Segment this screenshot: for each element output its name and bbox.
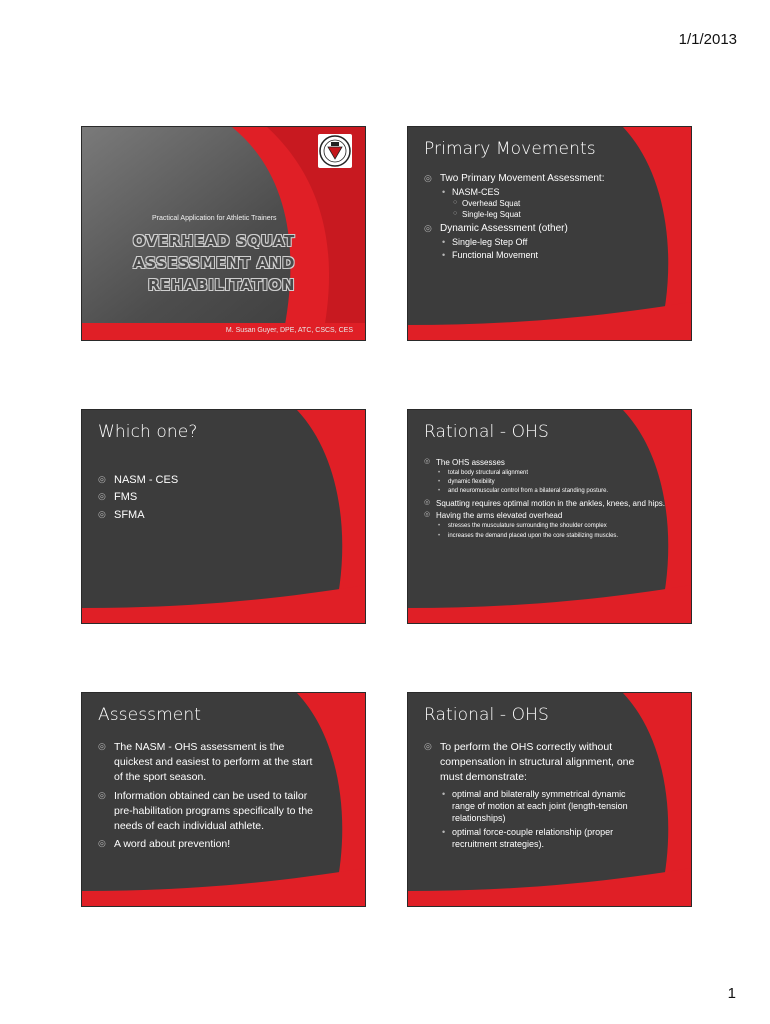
bullet-icon: ◎ bbox=[424, 741, 432, 751]
bullet-icon: ◎ bbox=[98, 474, 106, 484]
bullet-text: Two Primary Movement Assessment: bbox=[440, 173, 605, 184]
slide-body bbox=[98, 474, 351, 525]
bullet-icon: ◎ bbox=[424, 173, 432, 183]
bullet-item bbox=[98, 491, 351, 504]
bullet-item bbox=[98, 837, 315, 852]
bullet-item bbox=[424, 223, 677, 261]
slide-which-one bbox=[82, 410, 365, 623]
bullet-item bbox=[424, 740, 641, 850]
bullet-item bbox=[98, 789, 315, 835]
sub-bullet-icon: • bbox=[442, 827, 446, 838]
bullet-text: Dynamic Assessment (other) bbox=[440, 223, 568, 235]
bullet-text: Information obtained can be used to tailor pre-habilitation programs specifically to the needs of each individual athlete. bbox=[114, 789, 314, 833]
sub-bullet-item bbox=[440, 826, 641, 850]
sub-bullet-text: increases the demand placed upon the core stabilizing muscles. bbox=[448, 532, 619, 539]
sub-bullet-icon: • bbox=[438, 488, 441, 495]
slide-title bbox=[82, 127, 365, 340]
sub-sub-bullet-icon: ○ bbox=[453, 199, 458, 207]
slide-assessment bbox=[82, 693, 365, 906]
bullet-text: SFMA bbox=[114, 508, 145, 521]
sub-bullet-icon: • bbox=[438, 469, 441, 476]
bullet-icon: ◎ bbox=[98, 508, 106, 519]
bullet-text: Squatting requires optimal motion in the ankles, knees, and hips. bbox=[436, 498, 666, 508]
page-number: 1 bbox=[727, 985, 736, 1002]
sub-bullet-item bbox=[436, 488, 681, 495]
bullet-icon: ◎ bbox=[98, 491, 106, 502]
bullet-item bbox=[424, 173, 677, 220]
slide-body bbox=[424, 458, 681, 543]
sub-bullet-text: dynamic flexibility bbox=[448, 479, 495, 486]
slide-body bbox=[424, 740, 641, 853]
sub-bullet-icon: • bbox=[442, 187, 446, 198]
bullet-text: Having the arms elevated overhead bbox=[436, 511, 563, 521]
sub-sub-bullet-icon: ○ bbox=[453, 210, 458, 218]
slide-heading: Rational - OHS bbox=[424, 422, 549, 442]
sub-bullet-text: optimal and bilaterally symmetrical dynamic range of motion at each joint (length-tension relationships) bbox=[452, 788, 628, 823]
sub-bullet-text: optimal force-couple relationship (proper recruitment strategies). bbox=[452, 827, 614, 850]
title-line: ASSESSMENT AND bbox=[133, 254, 295, 272]
slide-rational-ohs bbox=[408, 410, 691, 623]
slide-heading: Which one? bbox=[98, 422, 198, 442]
sub-bullet-text: Single-leg Step Off bbox=[452, 237, 528, 248]
bullet-icon: ◎ bbox=[98, 741, 106, 751]
slide-rational-ohs-2 bbox=[408, 693, 691, 906]
slide-author: M. Susan Guyer, DPE, ATC, CSCS, CES bbox=[225, 327, 353, 334]
sub-sub-bullet-text: Single-leg Squat bbox=[462, 210, 521, 220]
sub-bullet-item bbox=[436, 533, 681, 540]
bullet-item bbox=[98, 509, 351, 522]
sub-bullet-icon: • bbox=[442, 237, 446, 248]
bullet-item bbox=[424, 499, 681, 509]
bullet-icon: ◎ bbox=[424, 458, 431, 465]
sub-bullet-text: Functional Movement bbox=[452, 250, 539, 261]
bullet-text: To perform the OHS correctly without compensation in structural alignment, one must demonstrate: bbox=[440, 741, 635, 784]
sub-bullet-icon: • bbox=[438, 479, 441, 486]
bullet-item bbox=[98, 740, 315, 786]
title-line: REHABILITATION bbox=[147, 276, 295, 294]
slide-tagline: Practical Application for Athletic Trainers bbox=[152, 215, 277, 222]
bullet-icon: ◎ bbox=[98, 789, 106, 800]
bullet-text: The NASM - OHS assessment is the quickest and easiest to perform at the start of the sport season. bbox=[114, 741, 313, 784]
slide-heading: Primary Movements bbox=[424, 139, 596, 159]
sub-bullet-item bbox=[440, 788, 641, 824]
sub-bullet-item bbox=[440, 250, 677, 261]
slide-body bbox=[98, 740, 315, 856]
university-seal-logo bbox=[318, 134, 352, 168]
sub-bullet-item bbox=[440, 187, 677, 220]
bullet-text: NASM - CES bbox=[114, 474, 179, 486]
sub-bullet-text: total body structural alignment bbox=[448, 469, 529, 476]
sub-bullet-icon: • bbox=[438, 532, 441, 539]
title-line: OVERHEAD SQUAT bbox=[132, 232, 295, 250]
sub-bullet-icon: • bbox=[438, 523, 441, 530]
bullet-item bbox=[424, 511, 681, 539]
slide-primary-movements bbox=[408, 127, 691, 340]
presentation-title bbox=[95, 230, 295, 296]
sub-sub-bullet-item bbox=[452, 199, 677, 209]
sub-bullet-text: NASM-CES bbox=[452, 187, 500, 198]
sub-bullet-icon: • bbox=[442, 788, 446, 799]
bullet-icon: ◎ bbox=[424, 498, 431, 506]
bullet-item bbox=[424, 458, 681, 496]
bullet-text: The OHS assesses bbox=[436, 458, 505, 467]
sub-bullet-icon: • bbox=[442, 250, 446, 261]
sub-bullet-item bbox=[436, 523, 681, 530]
slide-heading: Rational - OHS bbox=[424, 705, 549, 725]
bullet-text: FMS bbox=[114, 491, 138, 504]
sub-bullet-text: and neuromuscular control from a bilateral standing posture. bbox=[448, 488, 609, 495]
bullet-text: A word about prevention! bbox=[114, 838, 231, 851]
slide-heading: Assessment bbox=[98, 705, 201, 725]
sub-bullet-item bbox=[436, 479, 681, 486]
sub-bullet-item bbox=[440, 237, 677, 248]
bullet-item bbox=[98, 474, 351, 487]
bullet-icon: ◎ bbox=[98, 838, 106, 849]
sub-sub-bullet-text: Overhead Squat bbox=[462, 199, 521, 209]
sub-sub-bullet-item bbox=[452, 210, 677, 220]
slide-body bbox=[424, 173, 677, 264]
page-date: 1/1/2013 bbox=[678, 31, 737, 48]
bullet-icon: ◎ bbox=[424, 511, 431, 519]
bullet-icon: ◎ bbox=[424, 223, 432, 234]
sub-bullet-text: stresses the musculature surrounding the shoulder complex bbox=[448, 523, 607, 530]
sub-bullet-item bbox=[436, 470, 681, 477]
